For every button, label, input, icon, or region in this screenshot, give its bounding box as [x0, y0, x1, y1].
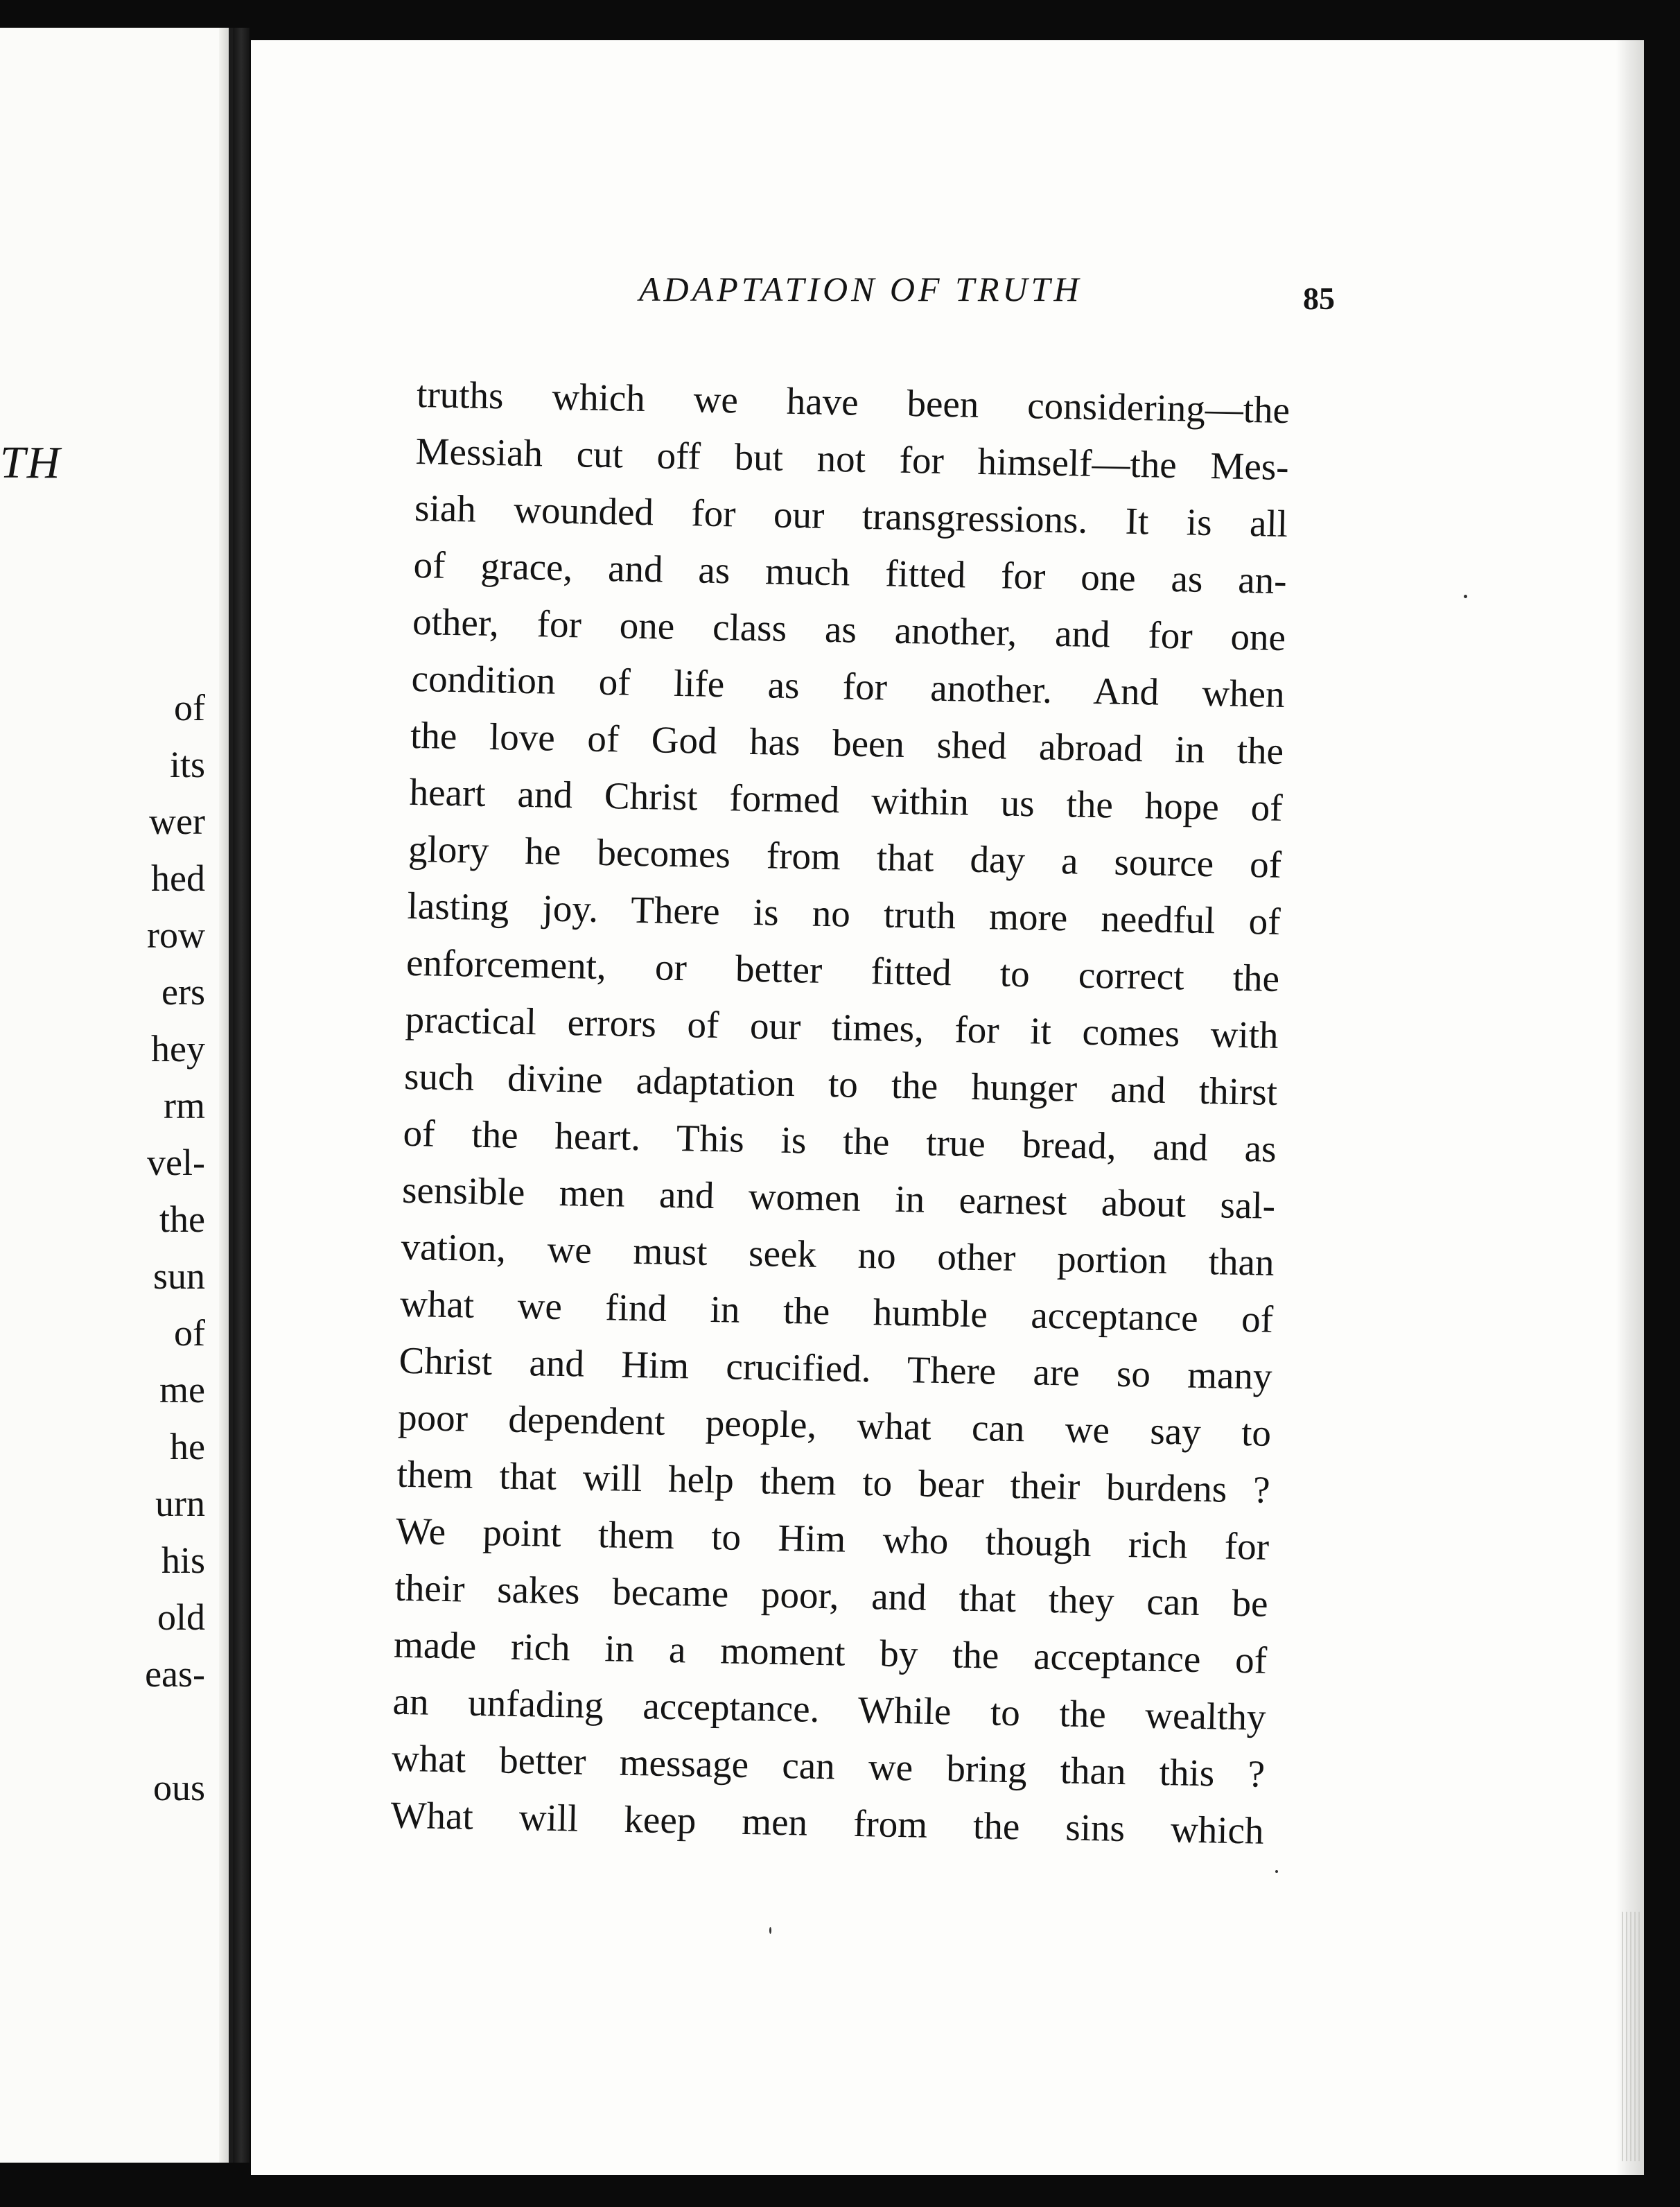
text-line: their sakes became poor, and that they can be [394, 1566, 1269, 1625]
page-edge-stack [1622, 1912, 1640, 2161]
left-page-gutter-shadow [219, 28, 229, 2163]
paper-speck [1464, 595, 1467, 598]
left-line-ending: the [159, 1198, 205, 1240]
text-line: What will keep men from the sins which [390, 1793, 1265, 1852]
text-line: truths which we have been considering—the [416, 372, 1290, 432]
text-line: what we find in the humble acceptance of [399, 1282, 1274, 1341]
text-line: sensible men and women in earnest about sal- [401, 1168, 1276, 1227]
left-page-heading-fragment: TH [0, 437, 62, 488]
left-line-ending: of [174, 687, 205, 729]
text-line: vation, we must seek no other portion than [401, 1225, 1275, 1284]
left-line-ending: he [170, 1426, 205, 1467]
text-line: Messiah cut off but not for himself—the Mes- [415, 429, 1290, 489]
body-text [390, 366, 1290, 1860]
left-line-ending: eas- [145, 1653, 205, 1695]
left-line-ending: hed [151, 857, 205, 899]
left-page-line-endings [145, 679, 205, 1816]
left-line-ending: ous [152, 1767, 205, 1808]
left-line-ending: row [147, 914, 205, 956]
left-line-ending: its [169, 744, 205, 785]
left-line-ending: wer [149, 801, 205, 842]
text-line: the love of God has been shed abroad in the [410, 713, 1284, 772]
text-line: We point them to Him who though rich for [395, 1509, 1270, 1568]
left-line-ending: his [161, 1539, 205, 1581]
text-line: them that will help them to bear their burdens ? [396, 1452, 1271, 1511]
left-line-ending: of [174, 1312, 205, 1354]
text-line: made rich in a moment by the acceptance of [393, 1623, 1268, 1682]
left-line-ending: vel- [147, 1142, 205, 1183]
text-line: such divine adaptation to the hunger and thirst [403, 1054, 1278, 1113]
text-line: of grace, and as much fitted for one as an- [413, 543, 1288, 602]
text-line: enforcement, or better fitted to correct the [405, 941, 1280, 1000]
text-line: heart and Christ formed within us the hope of [409, 770, 1284, 829]
text-line: practical errors of our times, for it comes with [405, 997, 1279, 1056]
left-line-ending: sun [152, 1255, 205, 1297]
text-line: condition of life as for another. And when [411, 656, 1286, 716]
text-line: siah wounded for our transgressions. It is all [414, 486, 1288, 546]
text-line: other, for one class as another, and for one [412, 600, 1286, 659]
book-spine-gutter [233, 28, 250, 2163]
left-page [0, 28, 233, 2163]
text-line: poor dependent people, what can we say to [397, 1395, 1272, 1454]
paper-speck [769, 1927, 771, 1934]
left-line-ending: hey [151, 1028, 205, 1070]
left-line-ending: old [157, 1596, 205, 1638]
text-line: an unfading acceptance. While to the wealthy [392, 1680, 1267, 1738]
left-line-ending: urn [155, 1483, 205, 1524]
text-line: Christ and Him crucified. There are so many [399, 1338, 1273, 1397]
text-line: what better message can we bring than this ? [391, 1736, 1266, 1795]
text-line: of the heart. This is the true bread, and as [403, 1111, 1277, 1170]
left-line-ending: ers [161, 971, 205, 1013]
left-line-ending: me [159, 1369, 205, 1411]
right-page [251, 40, 1644, 2175]
text-line: lasting joy. There is no truth more needful of [407, 884, 1281, 943]
right-page-edge-shadow [1616, 40, 1644, 2175]
text-line: glory he becomes from that day a source of [408, 827, 1282, 886]
page-number: 85 [1303, 281, 1335, 316]
left-line-ending: rm [164, 1085, 205, 1126]
paper-speck [1275, 1870, 1278, 1873]
running-head: ADAPTATION OF TRUTH [639, 270, 1083, 308]
